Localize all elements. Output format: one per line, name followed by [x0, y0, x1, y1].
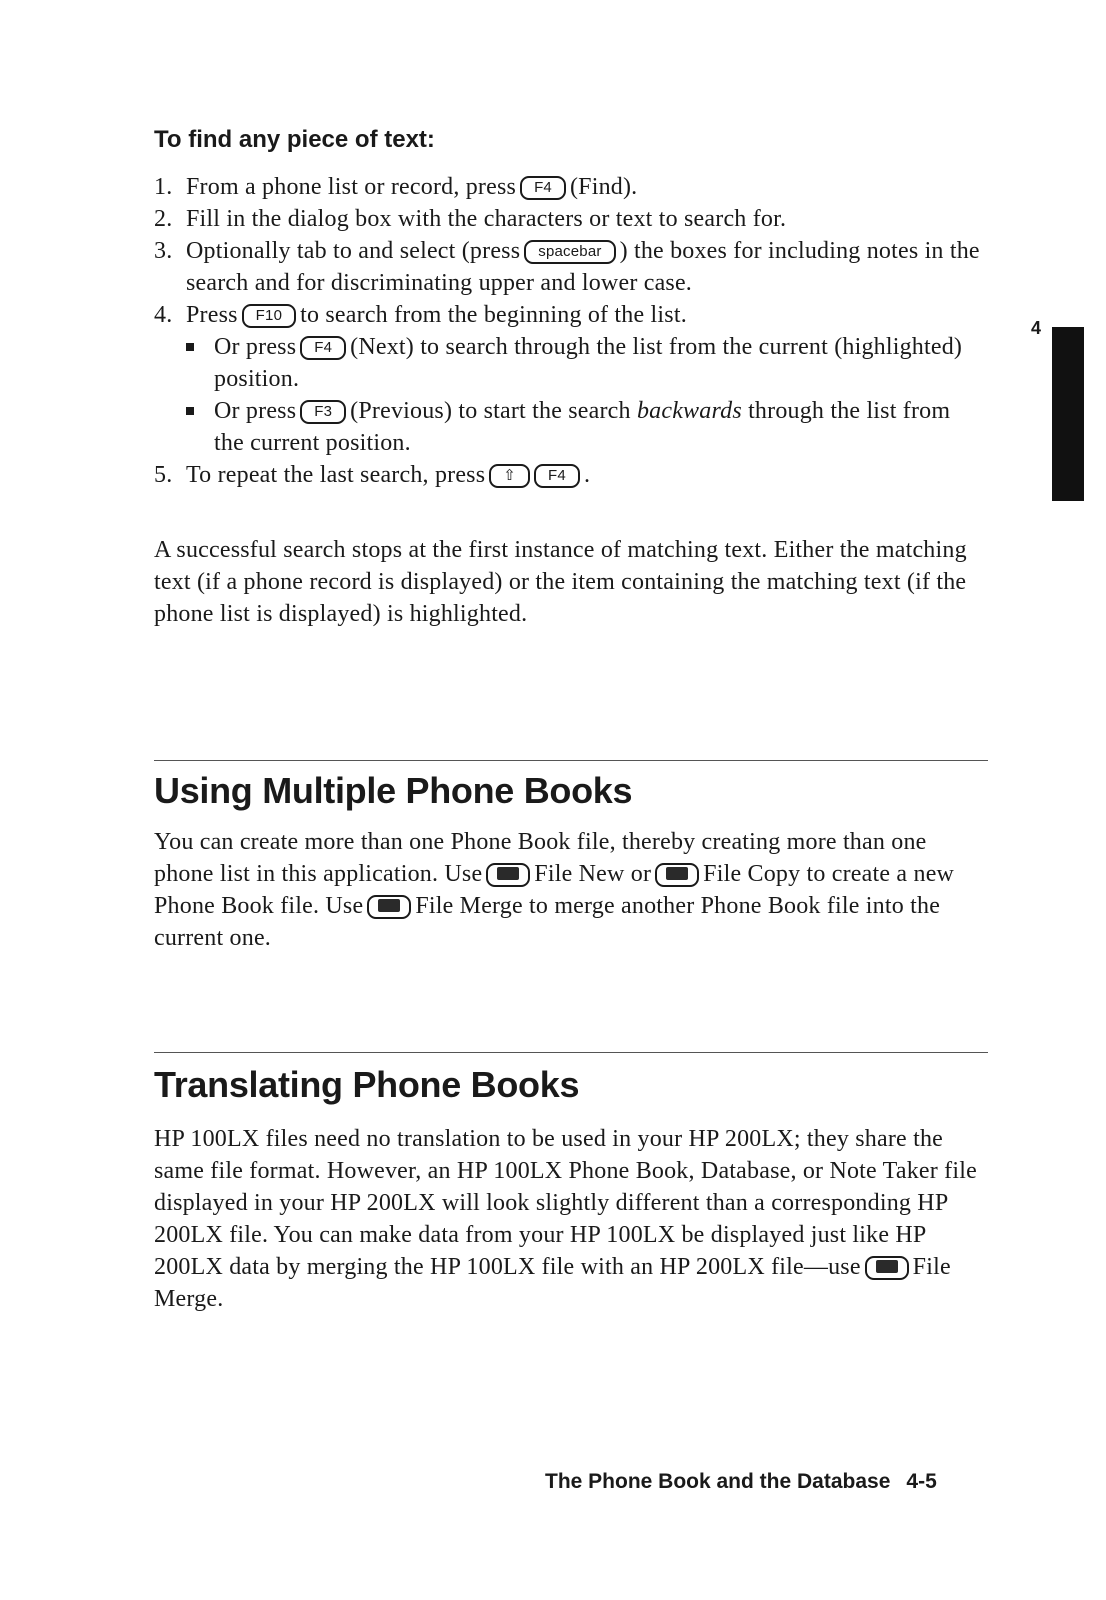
- translating-phone-books-paragraph: [154, 1123, 984, 1315]
- step-text: .: [583, 462, 591, 488]
- step-4: [154, 299, 984, 459]
- option-next: [186, 331, 984, 395]
- chapter-tab-number: 4: [1031, 318, 1042, 338]
- f4-key-icon: F4: [520, 176, 566, 200]
- section-divider: [154, 1052, 988, 1053]
- paragraph-text: HP 100LX files need no translation to be used in your HP 200LX; they share the same file format. However, an HP 100LX Phone Book, Database, or Note Taker file displayed in your HP 200LX will look slightly different than a corresponding HP 200LX file. You can make data from your HP 100LX be displayed just like HP 200LX data by merging the HP 100LX file with an HP 200LX file—use: [154, 1126, 977, 1280]
- shift-key-icon: ⇧: [489, 464, 530, 488]
- step-text: ) the boxes for including notes in the search and for discriminating upper and lower case.: [186, 238, 980, 296]
- menu-key-icon: [367, 895, 411, 919]
- step-number: 1.: [154, 174, 173, 200]
- step-number: 2.: [154, 206, 173, 232]
- step-text: Press: [186, 302, 238, 328]
- menu-key-icon: [655, 863, 699, 887]
- option-text: through the list from the current position.: [214, 398, 951, 456]
- option-text: (Next) to search through the list from the current (highlighted) position.: [214, 334, 963, 392]
- step-text: Optionally tab to and select (press: [186, 238, 521, 264]
- multiple-phone-books-paragraph: [154, 826, 984, 954]
- spacebar-key-icon: spacebar: [524, 240, 615, 264]
- page-footer: [545, 1470, 937, 1494]
- page-number: 4-5: [906, 1470, 937, 1493]
- menu-key-icon: [486, 863, 530, 887]
- step-text: to search from the beginning of the list.: [300, 302, 687, 328]
- f3-key-icon: F3: [300, 400, 346, 424]
- find-text-heading: To find any piece of text:: [154, 126, 435, 153]
- paragraph-text: File New or: [534, 861, 652, 887]
- paragraph-text: You can create more than one Phone Book file, thereby creating more than one phone list in this application. Use: [154, 829, 927, 887]
- footer-title: The Phone Book and the Database: [545, 1470, 891, 1493]
- option-text: (Previous) to start the search: [350, 398, 631, 424]
- step-1: [154, 171, 984, 203]
- step-number: 5.: [154, 462, 173, 488]
- paragraph-text: File Copy to create a new Phone Book file. Use: [154, 861, 955, 919]
- f4-key-icon: F4: [300, 336, 346, 360]
- f4-key-icon: F4: [534, 464, 580, 488]
- chapter-thumb-tab: [1052, 327, 1084, 501]
- step-4-options: [186, 331, 984, 459]
- find-steps-list: [154, 171, 984, 491]
- bullet-icon: [186, 407, 194, 415]
- step-3: [154, 235, 984, 299]
- step-5: [154, 459, 984, 491]
- step-text: (Find).: [569, 174, 638, 200]
- section-title-multiple-phone-books: Using Multiple Phone Books: [154, 770, 633, 811]
- section-divider: [154, 760, 988, 761]
- option-text: Or press: [214, 398, 297, 424]
- section-title-translating-phone-books: Translating Phone Books: [154, 1064, 580, 1105]
- paragraph-text: File Merge.: [154, 1254, 951, 1312]
- menu-key-icon: [865, 1256, 909, 1280]
- step-text: From a phone list or record, press: [186, 174, 517, 200]
- f10-key-icon: F10: [242, 304, 296, 328]
- bullet-icon: [186, 343, 194, 351]
- paragraph-text: File Merge to merge another Phone Book file into the current one.: [154, 893, 941, 951]
- step-number: 4.: [154, 302, 173, 328]
- option-previous: [186, 395, 984, 459]
- step-text: Fill in the dialog box with the characters or text to search for.: [186, 206, 787, 232]
- step-number: 3.: [154, 238, 173, 264]
- search-result-paragraph: A successful search stops at the first instance of matching text. Either the matching text (if a phone record is displayed) or the item containing the matching text (if the phone list is displayed) is highlighted.: [154, 537, 967, 627]
- step-text: To repeat the last search, press: [186, 462, 486, 488]
- emphasis-text: backwards: [636, 398, 742, 424]
- step-2: [154, 203, 984, 235]
- option-text: Or press: [214, 334, 297, 360]
